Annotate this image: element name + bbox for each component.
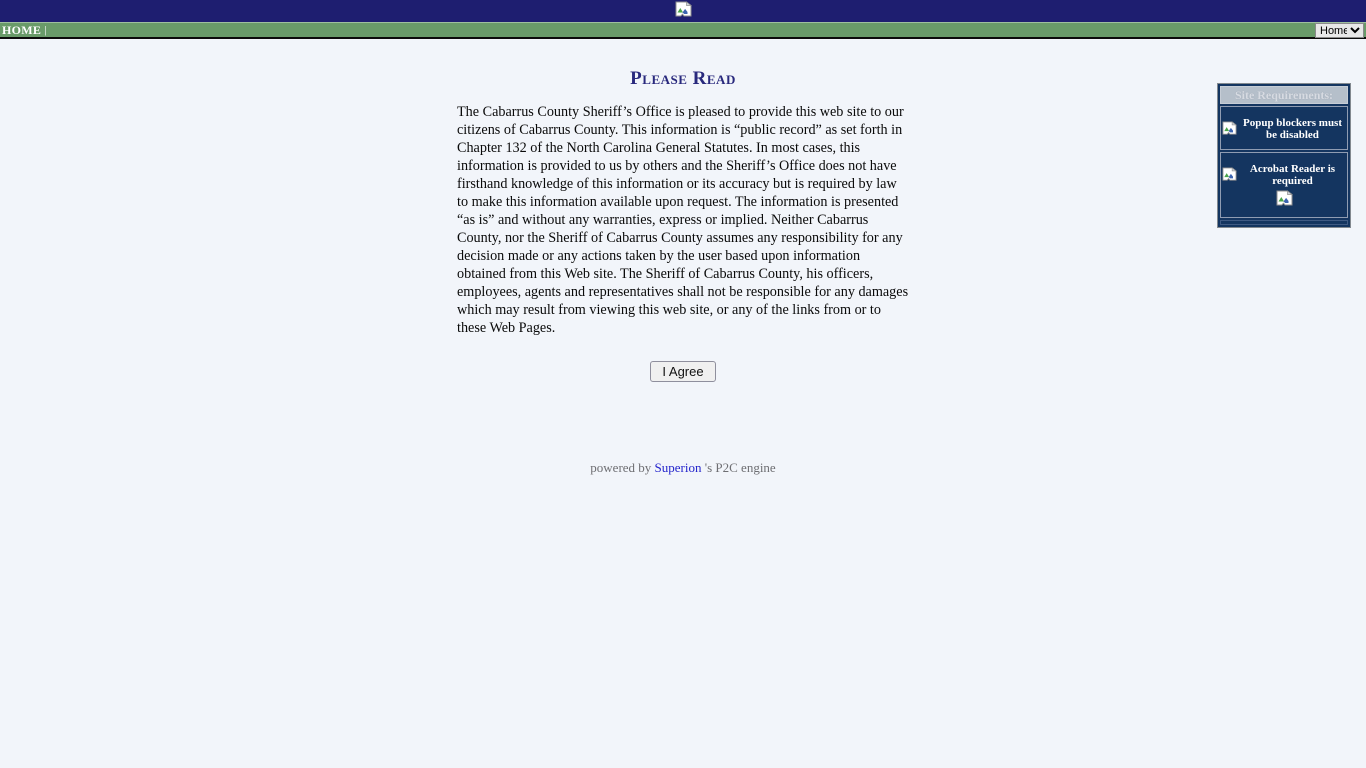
disclaimer-text: The Cabarrus County Sheriff’s Office is pleased to provide this web site to our citizens of Cabarrus County. This information is “public record” as set forth in Chapter 132 of the North Carolina General Statutes. In most cases, this information is provided to us by others and the Sheriff’s Office does not have firsthand knowledge of this information or its accuracy but is required by law to make this information available upon request. The information is presented “as is” and without any warranties, express or implied. Neither Cabarrus County, nor the Sheriff of Cabarrus County assumes any responsibility for any decision made or any actions taken by the user based upon information obtained from this Web site. The Sheriff of Cabarrus County, his officers, employees, agents and representatives shall not be responsible for any damages which may result from viewing this web site, or any of the links from or to these Web Pages. <box>457 104 909 336</box>
top-banner <box>0 0 1366 22</box>
acrobat-download-broken-image-icon <box>1276 190 1293 209</box>
nav-bar <box>0 22 1366 39</box>
site-logo-broken-image-icon <box>675 1 692 22</box>
acrobat-broken-image-icon <box>1222 167 1237 184</box>
agree-button[interactable]: I Agree <box>650 361 715 382</box>
main-content <box>0 39 1366 476</box>
site-requirements-footer-strip <box>1220 220 1348 225</box>
superion-link[interactable]: Superion <box>654 460 702 475</box>
engine-text: 's P2C engine <box>704 460 776 475</box>
powered-by-text: powered by <box>590 460 652 475</box>
site-requirements-title: Site Requirements: <box>1220 86 1348 104</box>
nav-home-select[interactable] <box>1315 23 1364 38</box>
requirement-item-popup-blockers <box>1220 106 1348 150</box>
requirement-item-acrobat-reader <box>1220 152 1348 218</box>
popup-blocker-broken-image-icon <box>1222 121 1237 138</box>
page-title: Please Read <box>630 68 736 89</box>
home-link[interactable]: HOME <box>2 22 42 37</box>
powered-by-footer <box>0 460 1366 476</box>
requirement-label: Popup blockers must be disabled <box>1242 117 1343 141</box>
requirement-label: Acrobat Reader is required <box>1249 163 1336 187</box>
nav-separator: | <box>44 24 47 36</box>
site-requirements-panel <box>1217 83 1351 228</box>
